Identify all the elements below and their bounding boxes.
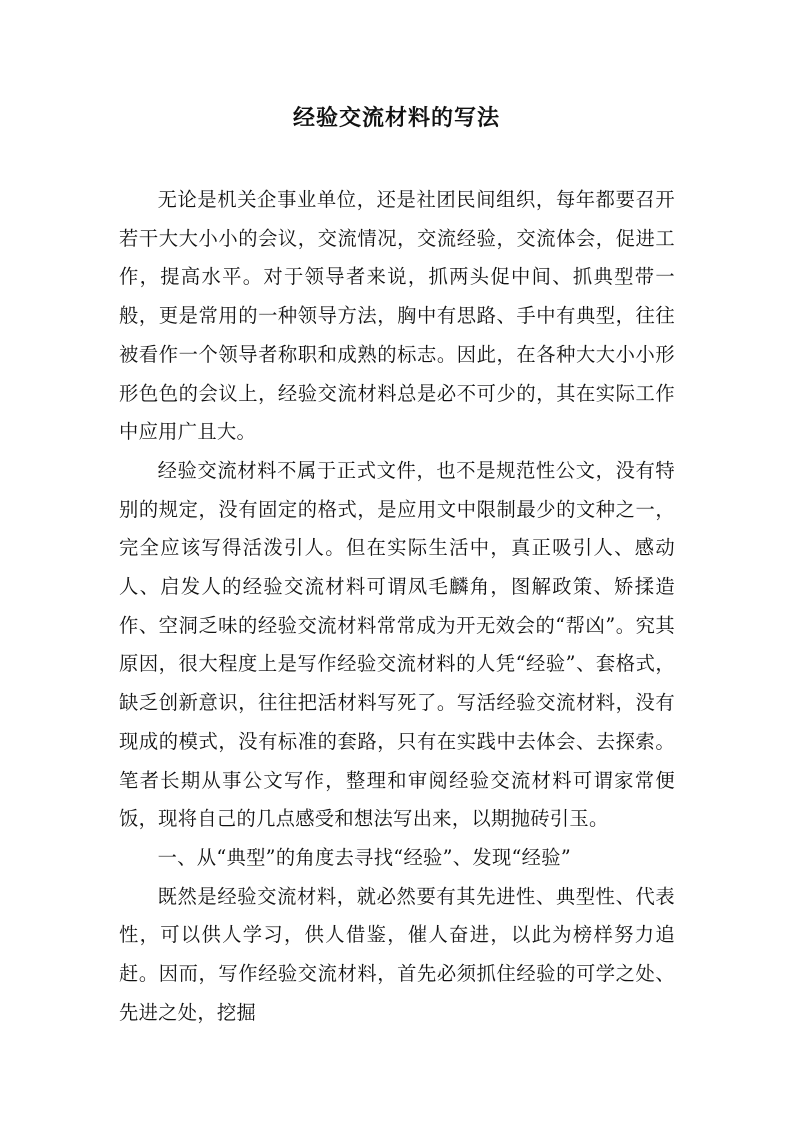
paragraph-background: 经验交流材料不属于正式文件，也不是规范性公文，没有特别的规定，没有固定的格式，是应用文中限制最少的文种之一，完全应该写得活泼引人。但在实际生活中，真正吸引人、感动人、启发人的经验交流材料可谓凤毛麟角，图解政策、矫揉造作、空洞乏味的经验交流材料常常成为开无效会的“帮凶”。究其原因，很大程度上是写作经验交流材料的人凭“经验”、套格式，缺乏创新意识，往往把活材料写死了。写活经验交流材料，没有现成的模式，没有标准的套路，只有在实践中去体会、去探索。笔者长期从事公文写作，整理和审阅经验交流材料可谓家常便饭，现将自己的几点感受和想法写出来，以期抛砖引玉。: [119, 458, 675, 831]
document-body: [119, 181, 675, 1032]
document-title: 经验交流材料的写法: [292, 105, 500, 131]
paragraph-intro: 无论是机关企事业单位，还是社团民间组织，每年都要召开若干大大小小的会议，交流情况，交流经验，交流体会，促进工作，提高水平。对于领导者来说，抓两头促中间、抓典型带一般，更是常用的一种领导方法，胸中有思路、手中有典型，往往被看作一个领导者称职和成熟的标志。因此，在各种大大小小形形色色的会议上，经验交流材料总是必不可少的，其在实际工作中应用广且大。: [119, 188, 675, 444]
section-heading-1: 一、从“典型”的角度去寻找“经验”、发现“经验”: [157, 845, 571, 869]
paragraph-section-1: 既然是经验交流材料，就必然要有其先进性、典型性、代表性，可以供人学习，供人借鉴，催人奋进，以此为榜样努力追赶。因而，写作经验交流材料，首先必须抓住经验的可学之处、先进之处，挖掘: [119, 884, 675, 1024]
